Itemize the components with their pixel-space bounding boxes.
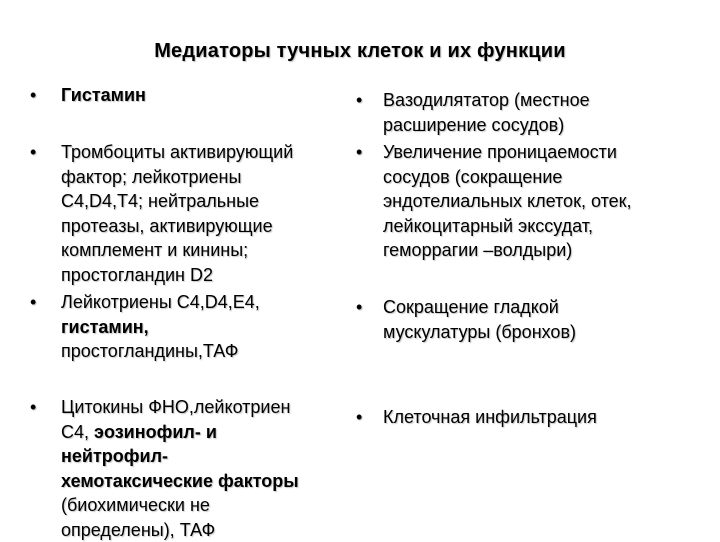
text-line: Увеличение проницаемости [383, 140, 683, 165]
text-line: Тромбоциты активирующий [61, 140, 336, 165]
text-line: Вазодилятатор (местное [383, 88, 683, 113]
bullet-icon: • [356, 295, 362, 320]
function-vasodilation [383, 88, 683, 137]
bullet-icon: • [356, 140, 362, 165]
text-line: мускулатуры (бронхов) [383, 320, 683, 345]
slide-title: Медиаторы тучных клеток и их функции [0, 40, 720, 63]
mediator-group-cytokines [61, 395, 336, 542]
bullet-icon: • [30, 290, 36, 315]
text-line: Цитокины ФНО,лейкотриен [61, 395, 336, 420]
text-line: (биохимически не [61, 493, 336, 518]
mediator-group-leukotrienes [61, 290, 336, 364]
mediator-group-paf [61, 140, 336, 287]
bullet-icon: • [30, 83, 36, 108]
text-line: Лейкотриены C4,D4,E4, [61, 290, 336, 315]
bullet-icon: • [356, 88, 362, 113]
text-fragment: C4, [61, 422, 94, 442]
text-line: эндотелиальных клеток, отек, [383, 189, 683, 214]
function-infiltration [383, 405, 683, 430]
text-line: Сокращение гладкой [383, 295, 683, 320]
text-line: геморрагии –волдыри) [383, 238, 683, 263]
text-line-mixed [61, 420, 336, 445]
function-smooth-muscle [383, 295, 683, 344]
text-line: простогландин D2 [61, 263, 336, 288]
text-fragment-bold: эозинофил- и [94, 422, 217, 442]
bullet-icon: • [30, 395, 36, 420]
mediator-histamine: Гистамин [61, 83, 336, 108]
text-line: фактор; лейкотриены [61, 165, 336, 190]
text-line: лейкоцитарный экссудат, [383, 214, 683, 239]
text-line: протеазы, активирующие [61, 214, 336, 239]
text-line-bold: гистамин, [61, 315, 336, 340]
text-line: простогландины,ТАФ [61, 339, 336, 364]
bullet-icon: • [30, 140, 36, 165]
text-line: Клеточная инфильтрация [383, 405, 683, 430]
function-permeability [383, 140, 683, 263]
text-line-bold: хемотаксические факторы [61, 469, 336, 494]
bullet-icon: • [356, 405, 362, 430]
text-line: C4,D4,T4; нейтральные [61, 189, 336, 214]
text-line: сосудов (сокращение [383, 165, 683, 190]
text-line: комплемент и кинины; [61, 238, 336, 263]
text-line: определены), ТАФ [61, 518, 336, 542]
text-line-bold: нейтрофил- [61, 444, 336, 469]
text-line: расширение сосудов) [383, 113, 683, 138]
